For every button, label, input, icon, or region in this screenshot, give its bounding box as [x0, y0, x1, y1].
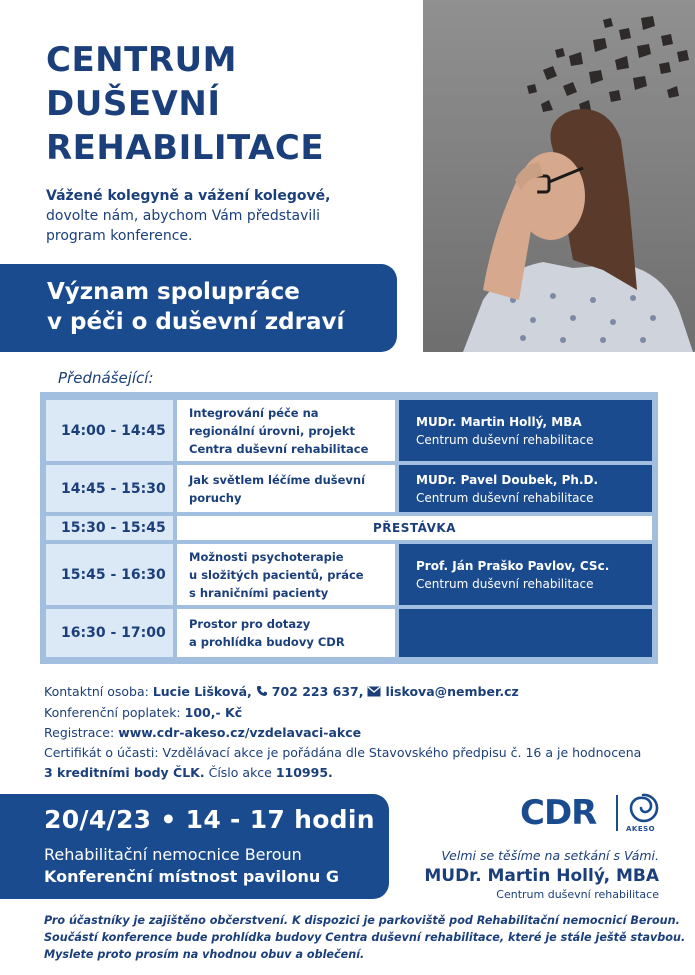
time-cell: 15:45 - 16:30	[46, 544, 173, 605]
contact-name: Lucie Lišková,	[152, 684, 252, 699]
speaker-affiliation: Centrum duševní rehabilitace	[416, 576, 594, 591]
time-cell: 14:45 - 15:30	[46, 465, 173, 512]
cdr-logo: CDR	[520, 793, 597, 833]
action-number: 110995.	[275, 765, 333, 780]
talk-cell	[177, 609, 395, 657]
phone-icon	[256, 683, 268, 703]
fee-line	[44, 703, 641, 723]
talk-cell	[177, 544, 395, 605]
contact-email[interactable]: liskova@nember.cz	[385, 684, 519, 699]
intro-text	[46, 186, 330, 246]
event-banner	[0, 794, 389, 899]
talk-line: Prostor pro dotazy	[189, 617, 311, 631]
program-table	[40, 392, 658, 664]
topic-line: Význam spolupráce	[47, 279, 300, 305]
certificate-line: Certifikát o účasti: Vzdělávací akce je pořádána dle Stavovského předpisu č. 16 a je hodnocena	[44, 745, 642, 760]
speaker-cell	[399, 544, 652, 605]
signer-name: MUDr. Martin Hollý, MBA	[424, 866, 659, 886]
signature-block	[424, 847, 659, 903]
speaker-name: MUDr. Martin Hollý, MBA	[416, 414, 582, 429]
event-venue: Rehabilitační nemocnice Beroun	[44, 845, 302, 864]
page-title	[46, 38, 324, 170]
footer-line: Myslete proto prosím na vhodnou obuv a oblečení.	[44, 948, 365, 961]
info-block	[44, 682, 641, 783]
contact-line	[44, 682, 641, 703]
registration-link[interactable]: www.cdr-akeso.cz/vzdelavaci-akce	[118, 725, 362, 740]
talk-line: u složitých pacientů, práce	[189, 567, 364, 582]
footer-line: Součástí konference bude prohlídka budovy Centra duševní rehabilitace, které je stále ještě stavbou.	[44, 931, 686, 944]
header-photo	[423, 0, 695, 352]
talk-line: Možnosti psychoterapie	[189, 549, 344, 564]
contact-phone[interactable]: 702 223 637,	[271, 684, 364, 699]
topic-line: v péči o duševní zdraví	[47, 309, 345, 335]
akeso-logo-text: AKESO	[626, 825, 656, 833]
title-line: REHABILITACE	[46, 128, 325, 168]
speaker-cell	[399, 465, 652, 512]
footer-line: Pro účastníky je zajištěno občerstvení. K dispozici je parkoviště pod Rehabilitační nemocnicí Beroun.	[44, 914, 680, 927]
footer-note	[44, 912, 685, 963]
break-cell: PŘESTÁVKA	[177, 516, 652, 540]
speaker-cell-empty	[399, 609, 652, 657]
registration-label: Registrace:	[44, 725, 119, 740]
talk-line: Jak světlem léčíme duševní	[189, 472, 366, 487]
talk-cell	[177, 465, 395, 512]
event-date: 20/4/23 • 14 - 17 hodin	[44, 805, 375, 834]
speaker-affiliation: Centrum duševní rehabilitace	[416, 432, 594, 447]
greeting: Vážené kolegyně a vážení kolegové,	[46, 188, 331, 204]
talk-line: Centra duševní rehabilitace	[189, 441, 369, 456]
contact-label: Kontaktní osoba:	[44, 684, 153, 699]
speaker-affiliation: Centrum duševní rehabilitace	[416, 490, 594, 505]
speaker-name: MUDr. Pavel Doubek, Ph.D.	[416, 472, 599, 487]
speaker-cell	[399, 400, 652, 461]
credits: 3 kreditními body ČLK.	[44, 765, 205, 780]
email-icon	[367, 683, 381, 703]
title-line: DUŠEVNÍ	[46, 84, 221, 124]
time-cell: 14:00 - 14:45	[46, 400, 173, 461]
signer-affiliation: Centrum duševní rehabilitace	[496, 888, 659, 901]
talk-cell	[177, 400, 395, 461]
fee-value: 100,- Kč	[184, 705, 243, 720]
title-line: CENTRUM	[46, 40, 237, 80]
time-cell: 15:30 - 15:45	[46, 516, 173, 540]
speaker-name: Prof. Ján Praško Pavlov, CSc.	[416, 558, 610, 573]
talk-line: Integrování péče na	[189, 405, 319, 420]
action-label: Číslo akce	[204, 765, 276, 780]
speakers-label: Přednášející:	[58, 369, 154, 387]
woman-photo-illustration	[423, 0, 695, 352]
logos	[520, 791, 660, 835]
time-cell: 16:30 - 17:00	[46, 609, 173, 657]
talk-line: a prohlídka budovy CDR	[189, 635, 345, 649]
topic-banner	[0, 264, 397, 352]
registration-line	[44, 723, 641, 743]
talk-line: regionální úrovni, projekt	[189, 423, 356, 438]
intro-line: program konference.	[46, 228, 193, 244]
credits-line	[44, 763, 641, 783]
talk-line: s hraničními pacienty	[189, 585, 329, 600]
event-room: Konferenční místnost pavilonu G	[44, 867, 339, 886]
talk-line: poruchy	[189, 490, 242, 505]
intro-line: dovolte nám, abychom Vám představili	[46, 208, 321, 224]
fee-label: Konferenční poplatek:	[44, 705, 185, 720]
logo-divider	[616, 795, 618, 831]
welcome-text: Velmi se těšíme na setkání s Vámi.	[441, 848, 659, 863]
